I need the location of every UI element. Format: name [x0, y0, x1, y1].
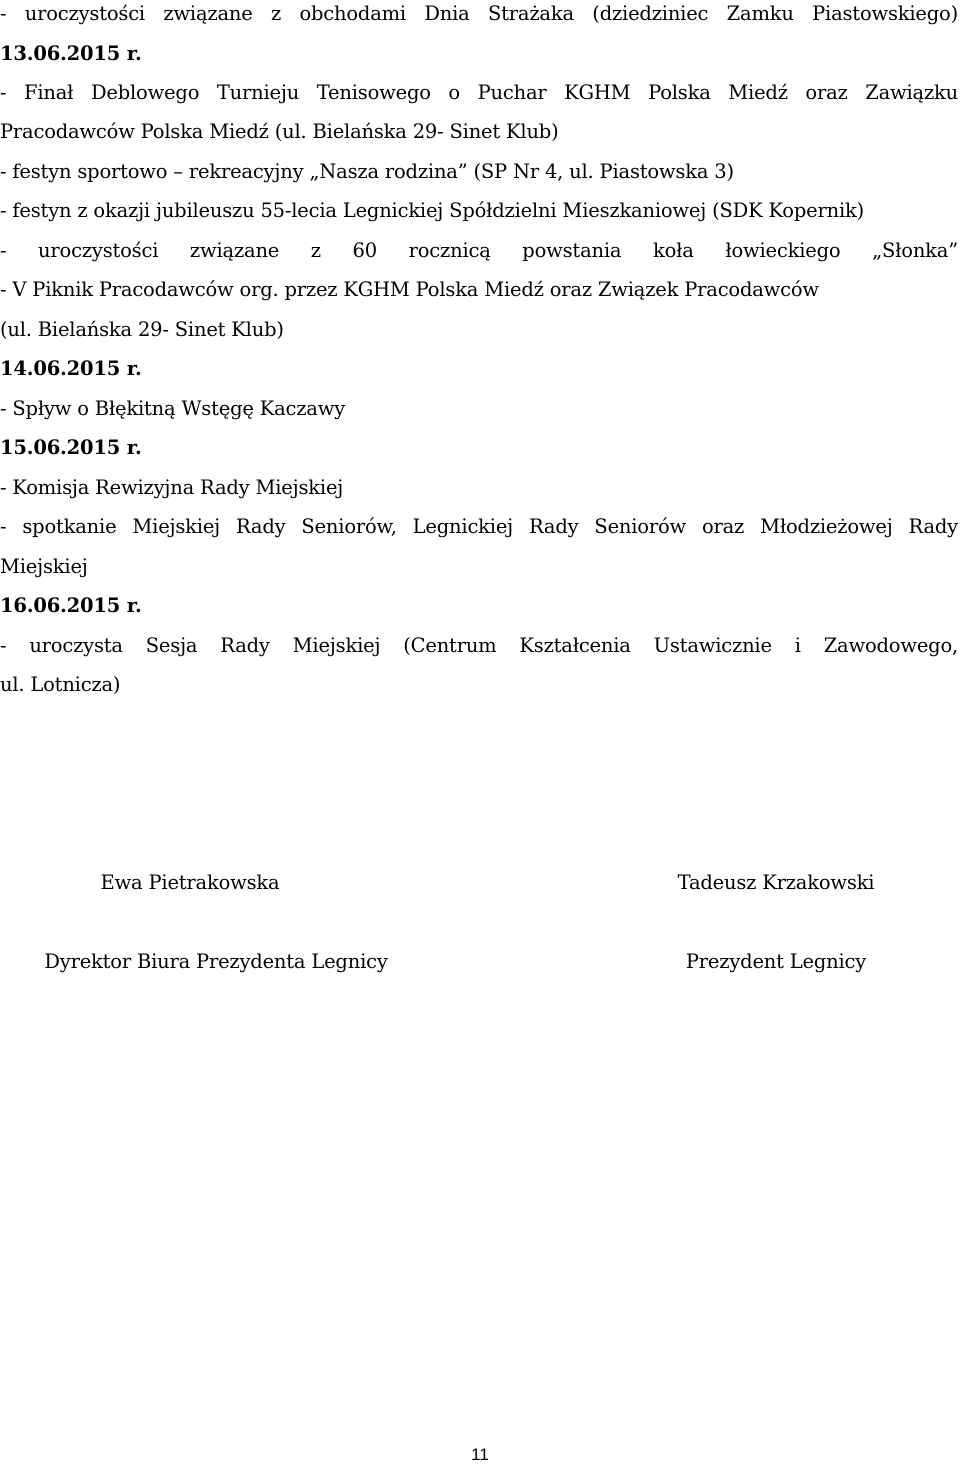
- event-line: - festyn z okazji jubileuszu 55-lecia Legnickiej Spółdzielni Mieszkaniowej (SDK Kopernik): [0, 199, 865, 222]
- date-heading: 14.06.2015 r.: [0, 357, 142, 380]
- event-line: - uroczysta Sesja Rady Miejskiej (Centrum Kształcenia Ustawicznie i Zawodowego,: [0, 634, 958, 657]
- event-line: - V Piknik Pracodawców org. przez KGHM Polska Miedź oraz Związek Pracodawców: [0, 278, 819, 301]
- page-number: 11: [471, 1445, 489, 1464]
- date-heading: 15.06.2015 r.: [0, 436, 142, 459]
- date-heading: 16.06.2015 r.: [0, 594, 142, 617]
- event-line: Pracodawców Polska Miedź (ul. Bielańska 29- Sinet Klub): [0, 120, 559, 143]
- event-line: - Komisja Rewizyjna Rady Miejskiej: [0, 476, 344, 499]
- date-heading: 13.06.2015 r.: [0, 42, 142, 65]
- event-line: (ul. Bielańska 29- Sinet Klub): [0, 318, 284, 341]
- event-line: - festyn sportowo – rekreacyjny „Nasza rodzina” (SP Nr 4, ul. Piastowska 3): [0, 160, 734, 183]
- event-line: - uroczystości związane z 60 rocznicą powstania koła łowieckiego „Słonka”: [0, 239, 958, 262]
- event-line: Miejskiej: [0, 555, 88, 578]
- left-signatory-title: Dyrektor Biura Prezydenta Legnicy: [44, 950, 388, 973]
- event-line: - Spływ o Błękitną Wstęgę Kaczawy: [0, 397, 346, 420]
- event-line: - Finał Deblowego Turnieju Tenisowego o Puchar KGHM Polska Miedź oraz Zawiązku: [0, 81, 958, 104]
- left-signatory-name: Ewa Pietrakowska: [100, 871, 280, 894]
- event-line: - spotkanie Miejskiej Rady Seniorów, Legnickiej Rady Seniorów oraz Młodzieżowej Rady: [0, 515, 958, 538]
- event-line: ul. Lotnicza): [0, 673, 121, 696]
- event-line: - uroczystości związane z obchodami Dnia Strażaka (dziedziniec Zamku Piastowskiego): [0, 2, 958, 25]
- right-signatory-title: Prezydent Legnicy: [685, 950, 867, 973]
- right-signatory-name: Tadeusz Krzakowski: [677, 871, 875, 894]
